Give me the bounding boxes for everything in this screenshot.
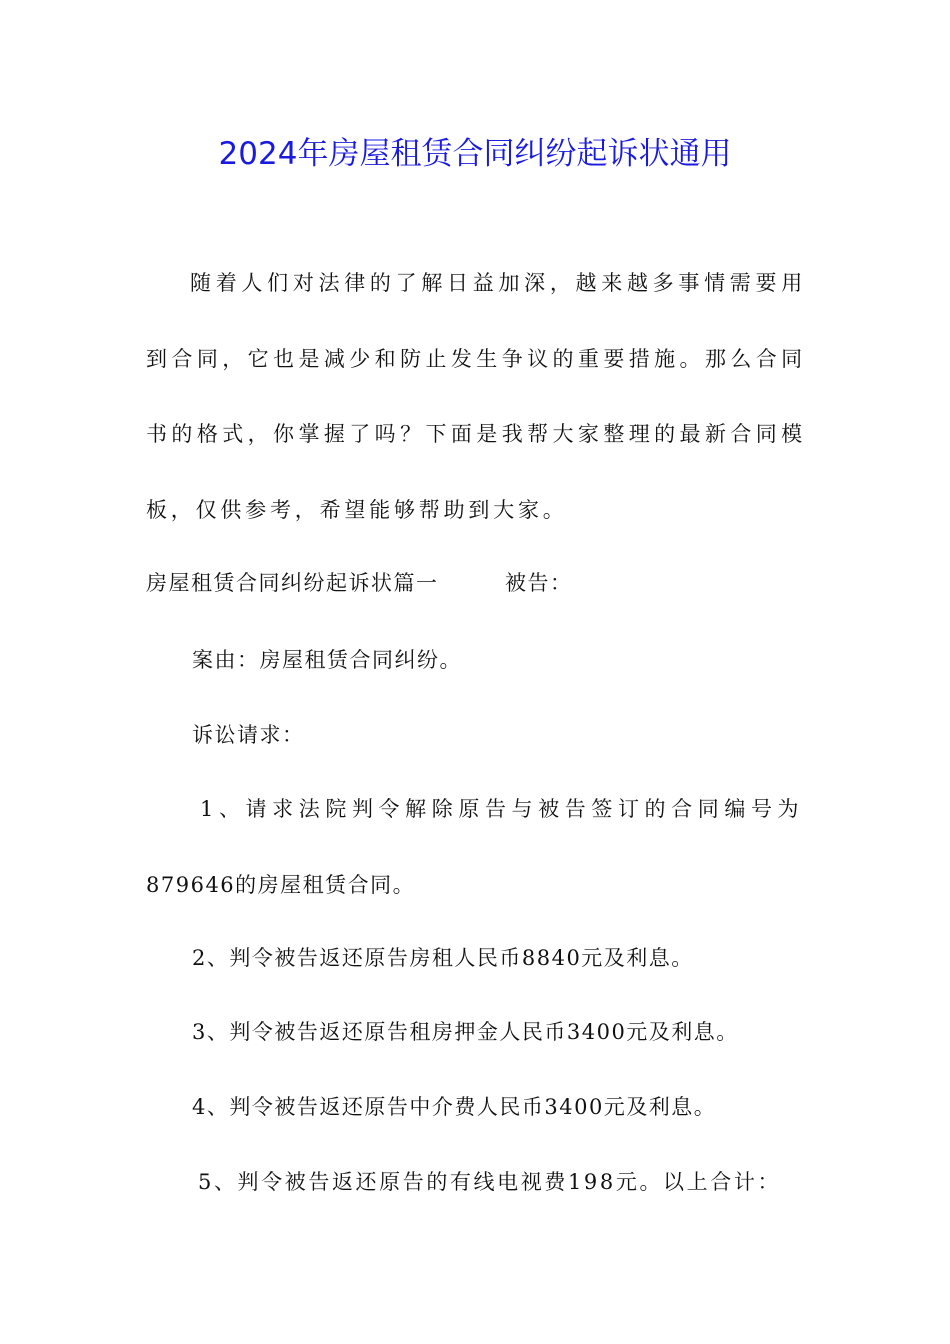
claims-heading: 诉讼请求： [192,723,305,747]
defendant-label: 被告： [505,571,573,595]
cause-of-action: 案由：房屋租赁合同纠纷。 [192,648,462,672]
claim-item-1-line-1: 1、请求法院判令解除原告与被告签订的合同编号为 [200,797,805,821]
claim-item-3: 3、判令被告返还原告租房押金人民币3400元及利息。 [192,1020,739,1044]
document-title: 2024年房屋租赁合同纠纷起诉状通用 [218,136,732,172]
claim-item-2: 2、判令被告返还原告房租人民币8840元及利息。 [192,946,694,970]
claim-item-1-line-2: 879646的房屋租赁合同。 [146,873,416,897]
claim-item-5: 5、判令被告返还原告的有线电视费198元。以上合计： [198,1170,782,1194]
claim-item-4: 4、判令被告返还原告中介费人民币3400元及利息。 [192,1095,717,1119]
section-heading: 房屋租赁合同纠纷起诉状篇一 [146,571,439,595]
intro-paragraph: 随着人们对法律的了解日益加深，越来越多事情需要用到合同，它也是减少和防止发生争议的重要措施。那么合同书的格式，你掌握了吗？下面是我帮大家整理的最新合同模板，仅供参考，希望能够帮助到大家。 [146,271,806,522]
